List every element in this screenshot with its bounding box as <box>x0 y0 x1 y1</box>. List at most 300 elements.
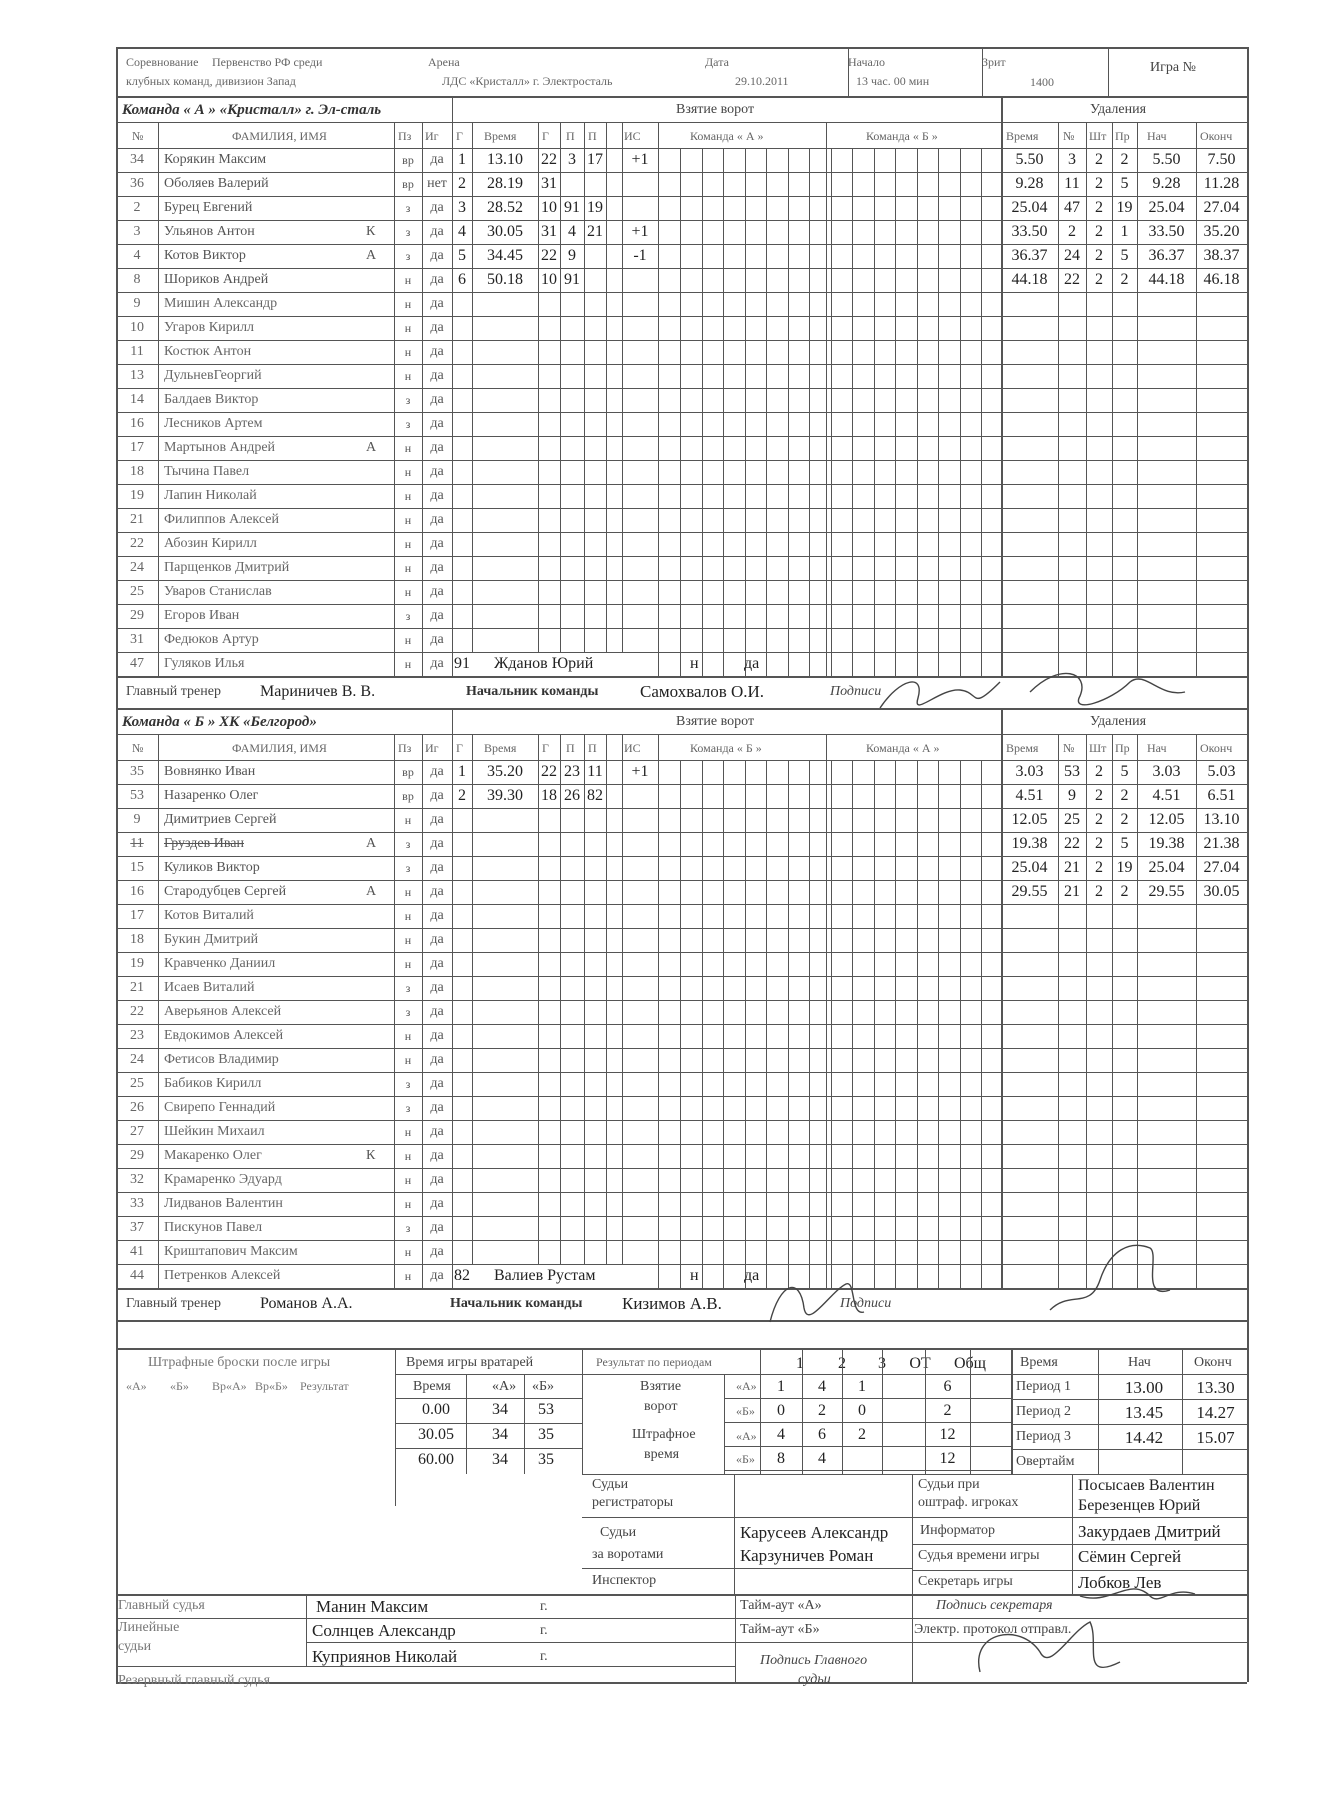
grid-line <box>116 832 1247 833</box>
player-number: 24 <box>130 560 144 575</box>
player-name: Петренков Алексей <box>164 1268 281 1283</box>
penalty-infraction: 19 <box>1116 199 1133 216</box>
arena-name: ЛДС «Кристалл» г. Электросталь <box>442 74 613 88</box>
player-name: Мишин Александр <box>164 296 278 311</box>
player-name: Костюк Антон <box>164 344 252 359</box>
goal-judges-label: Судьи <box>600 1525 637 1540</box>
penalty-minutes: 2 <box>1095 175 1103 192</box>
goal-scorer: 31 <box>541 175 557 192</box>
player-name: Лесников Артем <box>164 416 263 431</box>
penalty-time: 9.28 <box>1015 175 1044 192</box>
period-times-col-end: Оконч <box>1194 1355 1232 1370</box>
player-played: да <box>430 812 444 827</box>
goal-number: 5 <box>458 247 466 264</box>
col-pen-4: Нач <box>1147 129 1167 143</box>
player-number: 44 <box>130 1268 144 1283</box>
grid-line <box>452 98 453 122</box>
team_a-coach-name: Мариничев В. В. <box>260 683 376 700</box>
extra-player-name: Жданов Юрий <box>494 655 594 672</box>
penalty-infraction: 5 <box>1120 763 1129 780</box>
player-played: нет <box>427 176 447 191</box>
grid-line <box>466 1374 467 1474</box>
competition-name: Первенство РФ среди <box>212 55 323 69</box>
penalty-minutes: 2 <box>1095 787 1103 804</box>
grid-line <box>116 760 1247 761</box>
player-position: н <box>404 1269 412 1283</box>
grid-line <box>116 628 1247 629</box>
grid-line <box>584 734 585 1264</box>
grid-line <box>116 412 1247 413</box>
player-played: да <box>430 368 444 383</box>
goal-judge-1: Карусеев Александр <box>740 1523 889 1542</box>
player-position: н <box>404 297 412 311</box>
goal-scorer: 31 <box>541 223 557 240</box>
periods-team-b: «Б» <box>736 1404 755 1418</box>
team_a-goals-header: Взятие ворот <box>676 102 755 117</box>
player-position: н <box>404 657 412 671</box>
grid-line <box>912 1544 1247 1545</box>
player-position: н <box>404 321 412 335</box>
player-name: Лидванов Валентин <box>164 1196 283 1211</box>
goalie-row-b: 53 <box>538 1401 554 1418</box>
grid-line <box>116 734 1247 735</box>
period-end: 14.27 <box>1196 1403 1235 1422</box>
player-position: н <box>404 369 412 383</box>
grid-line <box>116 172 1247 173</box>
player-number: 35 <box>130 764 144 779</box>
player-played: да <box>430 512 444 527</box>
penalty-minutes: 2 <box>1095 247 1103 264</box>
player-number: 23 <box>130 1028 144 1043</box>
periods-team-b-pim: «Б» <box>736 1452 755 1466</box>
player-played: да <box>430 248 444 263</box>
penalty-time: 25.04 <box>1011 859 1048 876</box>
goal-scorer: 18 <box>541 787 557 804</box>
player-name: Уваров Станислав <box>164 584 272 599</box>
grid-line <box>524 1374 525 1474</box>
player-played: да <box>430 1124 444 1139</box>
penalty-start: 29.55 <box>1148 883 1185 900</box>
grid-line <box>734 1474 735 1594</box>
player-name: Бурец Евгений <box>164 200 253 215</box>
player-played: да <box>430 296 444 311</box>
grid-line <box>116 268 1247 269</box>
referee-name: Манин Максим <box>316 1597 429 1616</box>
periods-col-4: Общ <box>953 1355 986 1372</box>
player-played: да <box>430 1196 444 1211</box>
grid-line <box>116 1618 735 1619</box>
grid-line <box>116 952 1247 953</box>
player-name: Вовнянко Иван <box>164 764 256 779</box>
team_b-goals-header: Взятие ворот <box>676 714 755 729</box>
player-played: да <box>430 1220 444 1235</box>
period-times-col-start: Нач <box>1128 1355 1151 1370</box>
penalty-start: 36.37 <box>1148 247 1185 264</box>
player-position: н <box>404 1245 412 1259</box>
grid-line <box>116 556 1247 557</box>
secretary-name: Лобков Лев <box>1078 1573 1162 1592</box>
grid-line <box>116 220 1247 221</box>
penalty-infraction: 5 <box>1120 835 1129 852</box>
extra-player-position: н <box>690 655 699 672</box>
player-position: вр <box>402 789 414 803</box>
competition-name-2: клубных команд, дивизион Запад <box>126 74 296 88</box>
col-pen-3: Пр <box>1115 741 1130 755</box>
grid-line <box>1011 1449 1247 1450</box>
player-name: Оболяев Валерий <box>164 176 269 191</box>
penalty-player: 3 <box>1068 151 1076 168</box>
period-start: 14.42 <box>1124 1428 1164 1447</box>
penalty-end: 46.18 <box>1203 271 1240 288</box>
goal-assist-1: 4 <box>568 223 576 240</box>
grid-line <box>826 734 827 1288</box>
penalty-infraction: 2 <box>1120 811 1129 828</box>
player-name: Евдокимов Алексей <box>164 1028 284 1043</box>
player-played: да <box>430 488 444 503</box>
goal-assist-2: 21 <box>587 223 603 240</box>
penalty-minutes: 2 <box>1095 763 1103 780</box>
player-number: 22 <box>130 1004 144 1019</box>
grid-line <box>538 734 539 1264</box>
player-name: Бабиков Кирилл <box>164 1076 262 1091</box>
periods-title: Результат по периодам <box>596 1355 712 1369</box>
player-number: 37 <box>130 1220 144 1235</box>
penalty-minutes: 2 <box>1095 811 1103 828</box>
competition-label: Соревнование <box>126 55 199 69</box>
player-played: да <box>430 632 444 647</box>
period-end: 15.07 <box>1196 1428 1235 1447</box>
period-start: 13.45 <box>1124 1403 1164 1422</box>
grid-line <box>735 1594 736 1682</box>
player-name: ДульневГеоргий <box>164 368 262 383</box>
penalty-player: 22 <box>1064 271 1080 288</box>
goalie-row-b: 35 <box>538 1451 554 1468</box>
grid-line <box>116 784 1247 785</box>
periods-goals_b-0: 0 <box>777 1402 785 1419</box>
player-played: да <box>430 392 444 407</box>
periods-goals_b-2: 0 <box>858 1402 866 1419</box>
player-position: н <box>404 633 412 647</box>
col-position: Пз <box>398 741 412 755</box>
penalty-start: 33.50 <box>1148 223 1185 240</box>
shootout-col-3: Вр«Б» <box>255 1379 288 1393</box>
goal-judges-label-2: за воротами <box>592 1547 664 1562</box>
player-number: 25 <box>130 584 144 599</box>
penalty-end: 7.50 <box>1207 151 1236 168</box>
goal-number: 4 <box>458 223 466 240</box>
col-pen-2: Шт <box>1089 129 1107 143</box>
player-number: 10 <box>130 320 144 335</box>
goalie-col-time: Время <box>413 1379 451 1394</box>
player-played: да <box>430 1100 444 1115</box>
player-position: н <box>404 345 412 359</box>
player-name: Крамаренко Эдуард <box>164 1172 282 1187</box>
grid-line <box>116 904 1247 905</box>
periods-pim_a-4: 12 <box>939 1426 956 1443</box>
player-name: Ульянов Антон <box>164 224 255 239</box>
grid-line <box>582 1568 912 1569</box>
grid-line <box>724 1446 1011 1447</box>
player-name: Назаренко Олег <box>164 788 259 803</box>
col-goal-1: Время <box>484 129 517 143</box>
grid-line <box>1011 1399 1247 1400</box>
penalty-infraction: 2 <box>1120 151 1129 168</box>
player-played: да <box>430 908 444 923</box>
grid-line <box>116 1144 1247 1145</box>
penalty-time: 29.55 <box>1011 883 1048 900</box>
grid-line <box>116 244 1247 245</box>
player-played: да <box>430 884 444 899</box>
player-name: Тычина Павел <box>164 464 250 479</box>
col-goal-3: П <box>566 129 575 143</box>
player-position: з <box>405 417 411 431</box>
col-onice-b: Команда « А » <box>866 741 940 755</box>
penalty-infraction: 5 <box>1120 175 1129 192</box>
periods-team-a: «А» <box>736 1379 757 1393</box>
player-position: н <box>404 513 412 527</box>
player-number: 14 <box>130 392 144 407</box>
player-number: 17 <box>130 908 144 923</box>
periods-pim_b-0: 8 <box>777 1450 785 1467</box>
penalty-minutes: 2 <box>1095 151 1103 168</box>
goal-situation: +1 <box>631 223 649 240</box>
player-position: н <box>404 537 412 551</box>
goal-assist-1: 3 <box>568 151 576 168</box>
grid-line <box>116 47 1247 49</box>
player-name: Федюков Артур <box>164 632 259 647</box>
team_b-penalties-header: Удаления <box>1090 714 1147 729</box>
grid-line <box>116 1348 1247 1350</box>
goal-judge-2: Карзуничев Роман <box>740 1546 874 1565</box>
player-position: з <box>405 981 411 995</box>
penalty-player: 2 <box>1068 223 1076 240</box>
goal-number: 1 <box>458 151 466 168</box>
team_b-title: Команда « Б » ХК «Белгород» <box>122 714 317 730</box>
col-pen-5: Оконч <box>1200 129 1233 143</box>
goal-scorer: 10 <box>541 271 557 288</box>
grid-line <box>116 122 1247 123</box>
col-goal-4: П <box>588 741 597 755</box>
grid-line <box>116 388 1247 389</box>
grid-line <box>116 1120 1247 1121</box>
goal-time: 28.19 <box>487 175 523 192</box>
player-number: 19 <box>130 488 144 503</box>
team_a-chief-label: Начальник команды <box>466 684 599 699</box>
goalie-row-time: 60.00 <box>418 1451 454 1468</box>
player-position: з <box>405 1101 411 1115</box>
col-position: Пз <box>398 129 412 143</box>
grid-line <box>1247 47 1249 1682</box>
arena-label: Арена <box>428 55 460 69</box>
player-captaincy: А <box>366 884 377 899</box>
extra-player-position: н <box>690 1267 699 1284</box>
team_a-signature-label: Подписи <box>830 684 882 699</box>
goal-time: 34.45 <box>487 247 523 264</box>
linesman-2-city: г. <box>540 1649 548 1664</box>
col-goal-0: Г <box>456 741 463 755</box>
grid-line <box>582 1348 583 1474</box>
penalty-infraction: 2 <box>1120 883 1129 900</box>
player-name: Балдаев Виктор <box>164 392 259 407</box>
player-number: 29 <box>130 1148 144 1163</box>
penalty-end: 6.51 <box>1207 787 1236 804</box>
goal-time: 13.10 <box>487 151 523 168</box>
grid-line <box>1098 1348 1099 1474</box>
penalty-infraction: 2 <box>1120 787 1129 804</box>
player-name: Корякин Максим <box>164 152 267 167</box>
col-pen-5: Оконч <box>1200 741 1233 755</box>
player-played: да <box>430 788 444 803</box>
col-goal-2: Г <box>542 129 549 143</box>
handwritten-signature <box>960 1612 1130 1692</box>
extra-player-name: Валиев Рустам <box>494 1267 596 1284</box>
period-label: Период 2 <box>1016 1404 1072 1419</box>
penalty-infraction: 5 <box>1120 247 1129 264</box>
player-played: да <box>430 152 444 167</box>
player-name: Макаренко Олег <box>164 1148 262 1163</box>
penalty-player: 11 <box>1064 175 1080 192</box>
player-position: н <box>404 1173 412 1187</box>
goal-assist-2: 82 <box>587 787 603 804</box>
player-played: да <box>430 656 444 671</box>
player-played: да <box>430 536 444 551</box>
periods-goals-label: Взятие <box>640 1379 682 1394</box>
player-position: з <box>405 1005 411 1019</box>
goal-number: 3 <box>458 199 466 216</box>
grid-line <box>116 1192 1247 1193</box>
shootout-col-4: Результат <box>300 1379 349 1393</box>
player-played: да <box>430 440 444 455</box>
referee-signature-label-2: судьи <box>798 1672 831 1687</box>
col-goal-2: Г <box>542 741 549 755</box>
grid-line <box>116 1096 1247 1097</box>
penalty-end: 30.05 <box>1203 883 1240 900</box>
referee-label: Главный судья <box>118 1598 205 1613</box>
goalie-row-b: 35 <box>538 1426 554 1443</box>
grid-line <box>1108 47 1109 96</box>
date-label: Дата <box>705 55 729 69</box>
goal-assist-1: 26 <box>564 787 580 804</box>
handwritten-signature <box>760 1272 870 1332</box>
player-captaincy: А <box>366 248 377 263</box>
grid-line <box>912 1474 913 1594</box>
grid-line <box>116 148 1247 149</box>
goal-number: 2 <box>458 787 466 804</box>
linesman-1-city: г. <box>540 1623 548 1638</box>
player-number: 17 <box>130 440 144 455</box>
player-position: з <box>405 249 411 263</box>
player-number: 27 <box>130 1124 144 1139</box>
handwritten-signature <box>1040 1240 1180 1330</box>
shootout-col-1: «Б» <box>170 1379 189 1393</box>
goal-number: 6 <box>458 271 466 288</box>
timeout-a-label: Тайм-аут «А» <box>740 1598 822 1613</box>
period-end: 13.30 <box>1196 1378 1235 1397</box>
player-name: Куликов Виктор <box>164 860 260 875</box>
goal-assist-2: 17 <box>587 151 603 168</box>
player-position: з <box>405 201 411 215</box>
player-number: 8 <box>133 272 141 287</box>
scorers-label-2: регистраторы <box>592 1495 674 1510</box>
penalty-end: 38.37 <box>1203 247 1240 264</box>
penalty-infraction: 1 <box>1120 223 1129 240</box>
secretary-signature-label: Подпись секретаря <box>936 1598 1053 1613</box>
grid-line <box>826 122 827 676</box>
player-captaincy: А <box>366 440 377 455</box>
grid-line <box>606 122 607 652</box>
penalty-end: 27.04 <box>1203 199 1240 216</box>
grid-line <box>848 47 849 96</box>
penalty-box-judge-1: Посысаев Валентин <box>1078 1477 1215 1494</box>
informer-label: Информатор <box>920 1523 996 1538</box>
player-played: да <box>430 416 444 431</box>
extra-player-played: да <box>744 655 760 672</box>
grid-line <box>582 1374 1011 1375</box>
player-number: 31 <box>130 632 144 647</box>
team_b-chief-name: Кизимов А.В. <box>622 1294 722 1313</box>
grid-line <box>116 856 1247 857</box>
player-number: 2 <box>133 200 141 215</box>
periods-pim_b-4: 12 <box>939 1450 956 1467</box>
extra-player-number: 91 <box>454 655 470 672</box>
grid-line <box>306 1594 307 1666</box>
grid-line <box>912 1594 913 1642</box>
goal-time: 39.30 <box>487 787 523 804</box>
team_b-coach-name: Романов А.А. <box>260 1295 353 1312</box>
player-position: н <box>404 441 412 455</box>
col-number: № <box>132 741 144 755</box>
grid-line <box>724 1398 1011 1399</box>
player-name: Криштапович Максим <box>164 1244 298 1259</box>
goalie-row-a: 34 <box>492 1426 508 1443</box>
player-number: 9 <box>133 296 141 311</box>
player-position: н <box>404 465 412 479</box>
goal-time: 35.20 <box>487 763 523 780</box>
team_b-signature-label: Подписи <box>840 1296 892 1311</box>
player-name: Парщенков Дмитрий <box>164 560 290 575</box>
grid-line <box>395 1348 396 1506</box>
player-position: н <box>404 909 412 923</box>
grid-line <box>116 1168 1247 1169</box>
handwritten-signature <box>1070 1573 1200 1616</box>
player-name: Фетисов Владимир <box>164 1052 279 1067</box>
player-number: 21 <box>130 512 144 527</box>
player-played: да <box>430 464 444 479</box>
col-goal-1: Время <box>484 741 517 755</box>
goal-time: 28.52 <box>487 199 523 216</box>
penalty-box-judge-2: Березенцев Юрий <box>1078 1497 1201 1514</box>
grid-line <box>116 340 1247 341</box>
grid-line <box>658 122 659 676</box>
referee-city: г. <box>540 1599 548 1614</box>
player-number: 47 <box>130 656 144 671</box>
penalty-minutes: 2 <box>1095 223 1103 240</box>
grid-line <box>1182 1348 1183 1474</box>
player-number: 29 <box>130 608 144 623</box>
penalty-start: 9.28 <box>1152 175 1181 192</box>
grid-line <box>116 292 1247 293</box>
penalty-infraction: 19 <box>1116 859 1133 876</box>
grid-line <box>116 580 1247 581</box>
col-name: ФАМИЛИЯ, ИМЯ <box>232 129 327 143</box>
grid-line <box>658 734 659 1288</box>
player-name: Груздев Иван <box>164 836 244 851</box>
player-position: н <box>404 1053 412 1067</box>
penalty-start: 5.50 <box>1152 151 1181 168</box>
linesmen-label-2: судьи <box>118 1639 152 1654</box>
shootout-col-2: Вр«А» <box>212 1379 247 1393</box>
player-number: 11 <box>130 344 144 359</box>
